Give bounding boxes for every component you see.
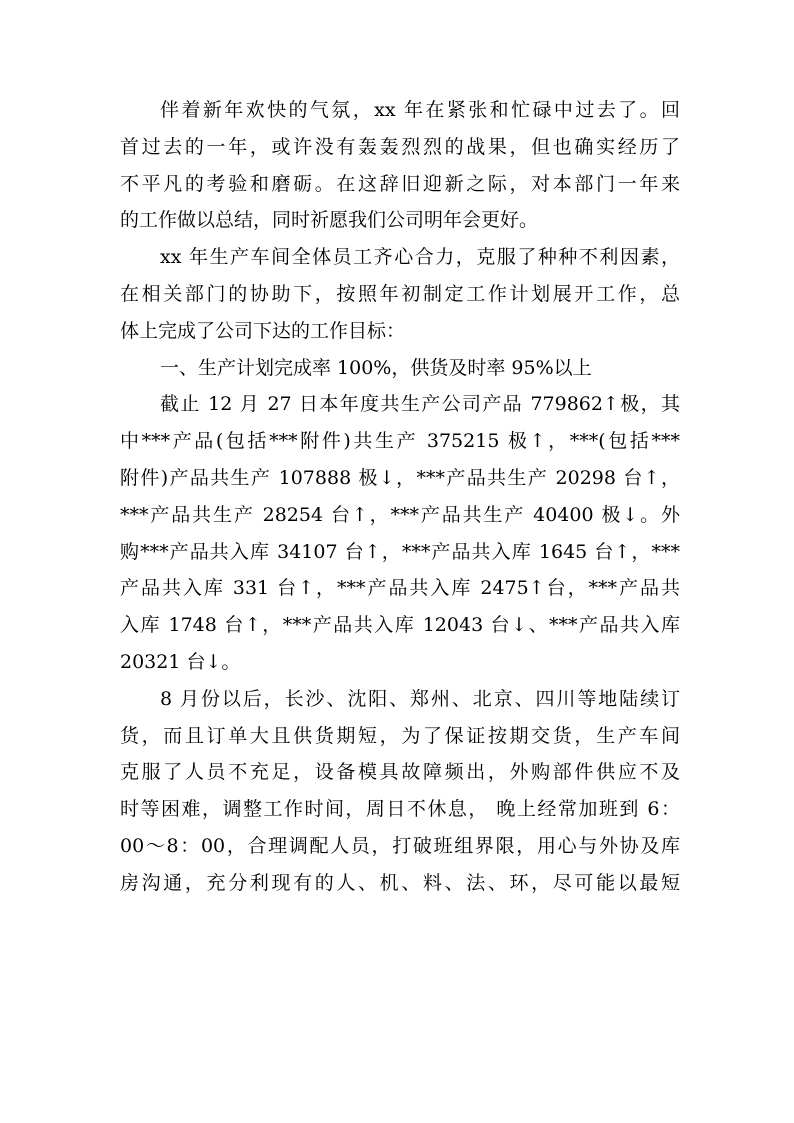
text-line: 附件)产品共生产 107888 极↓，***产品共生产 20298 台↑， <box>120 466 680 489</box>
text-line: 在相关部门的协助下，按照年初制定工作计划展开工作，总 <box>120 282 680 305</box>
text-line: 伴着新年欢快的气氛，xx 年在紧张和忙碌中过去了。回 <box>160 99 680 121</box>
text-line: 截止 12 月 27 日本年度共生产公司产品 779862↑极，其 <box>160 393 680 416</box>
text-line: 20321 台↓。 <box>120 650 241 673</box>
text-line: 中***产品(包括***附件)共生产 375215 极↑，***(包括*** <box>120 430 680 453</box>
text-line: ***产品共生产 28254 台↑，***产品共生产 40400 极↓。外 <box>120 503 680 526</box>
text-line: 不平凡的考验和磨砺。在这辞旧迎新之际，对本部门一年来 <box>120 172 680 195</box>
text-line: 货，而且订单大且供货期短，为了保证按期交货，生产车间 <box>120 724 680 747</box>
text-line: 购***产品共入库 34107 台↑，***产品共入库 1645 台↑，*** <box>120 540 680 563</box>
text-line: 00～8：00，合理调配人员，打破班组界限，用心与外协及库 <box>120 834 680 857</box>
text-line: 时等困难，调整工作时间，周日不休息， 晚上经常加班到 6： <box>120 798 680 821</box>
text-line: 的工作做以总结，同时祈愿我们公司明年会更好。 <box>120 209 539 232</box>
text-line: 体上完成了公司下达的工作目标： <box>120 319 406 342</box>
text-line: xx 年生产车间全体员工齐心合力，克服了种种不利因素， <box>160 246 680 269</box>
text-line: 8 月份以后，长沙、沈阳、郑州、北京、四川等地陆续订 <box>160 687 680 710</box>
text-line: 克服了人员不充足，设备模具故障频出，外购部件供应不及 <box>120 761 680 784</box>
text-line: 一、生产计划完成率 100%，供货及时率 95%以上 <box>160 356 592 379</box>
text-line: 入库 1748 台↑，***产品共入库 12043 台↓、***产品共入库 <box>120 614 680 637</box>
text-line: 首过去的一年，或许没有轰轰烈烈的战果，但也确实经历了 <box>120 135 680 158</box>
document-body <box>120 92 680 902</box>
text-line: 产品共入库 331 台↑，***产品共入库 2475↑台，***产品共 <box>120 577 680 600</box>
text-line: 房沟通，充分利现有的人、机、料、法、环，尽可能以最短 <box>120 871 680 894</box>
